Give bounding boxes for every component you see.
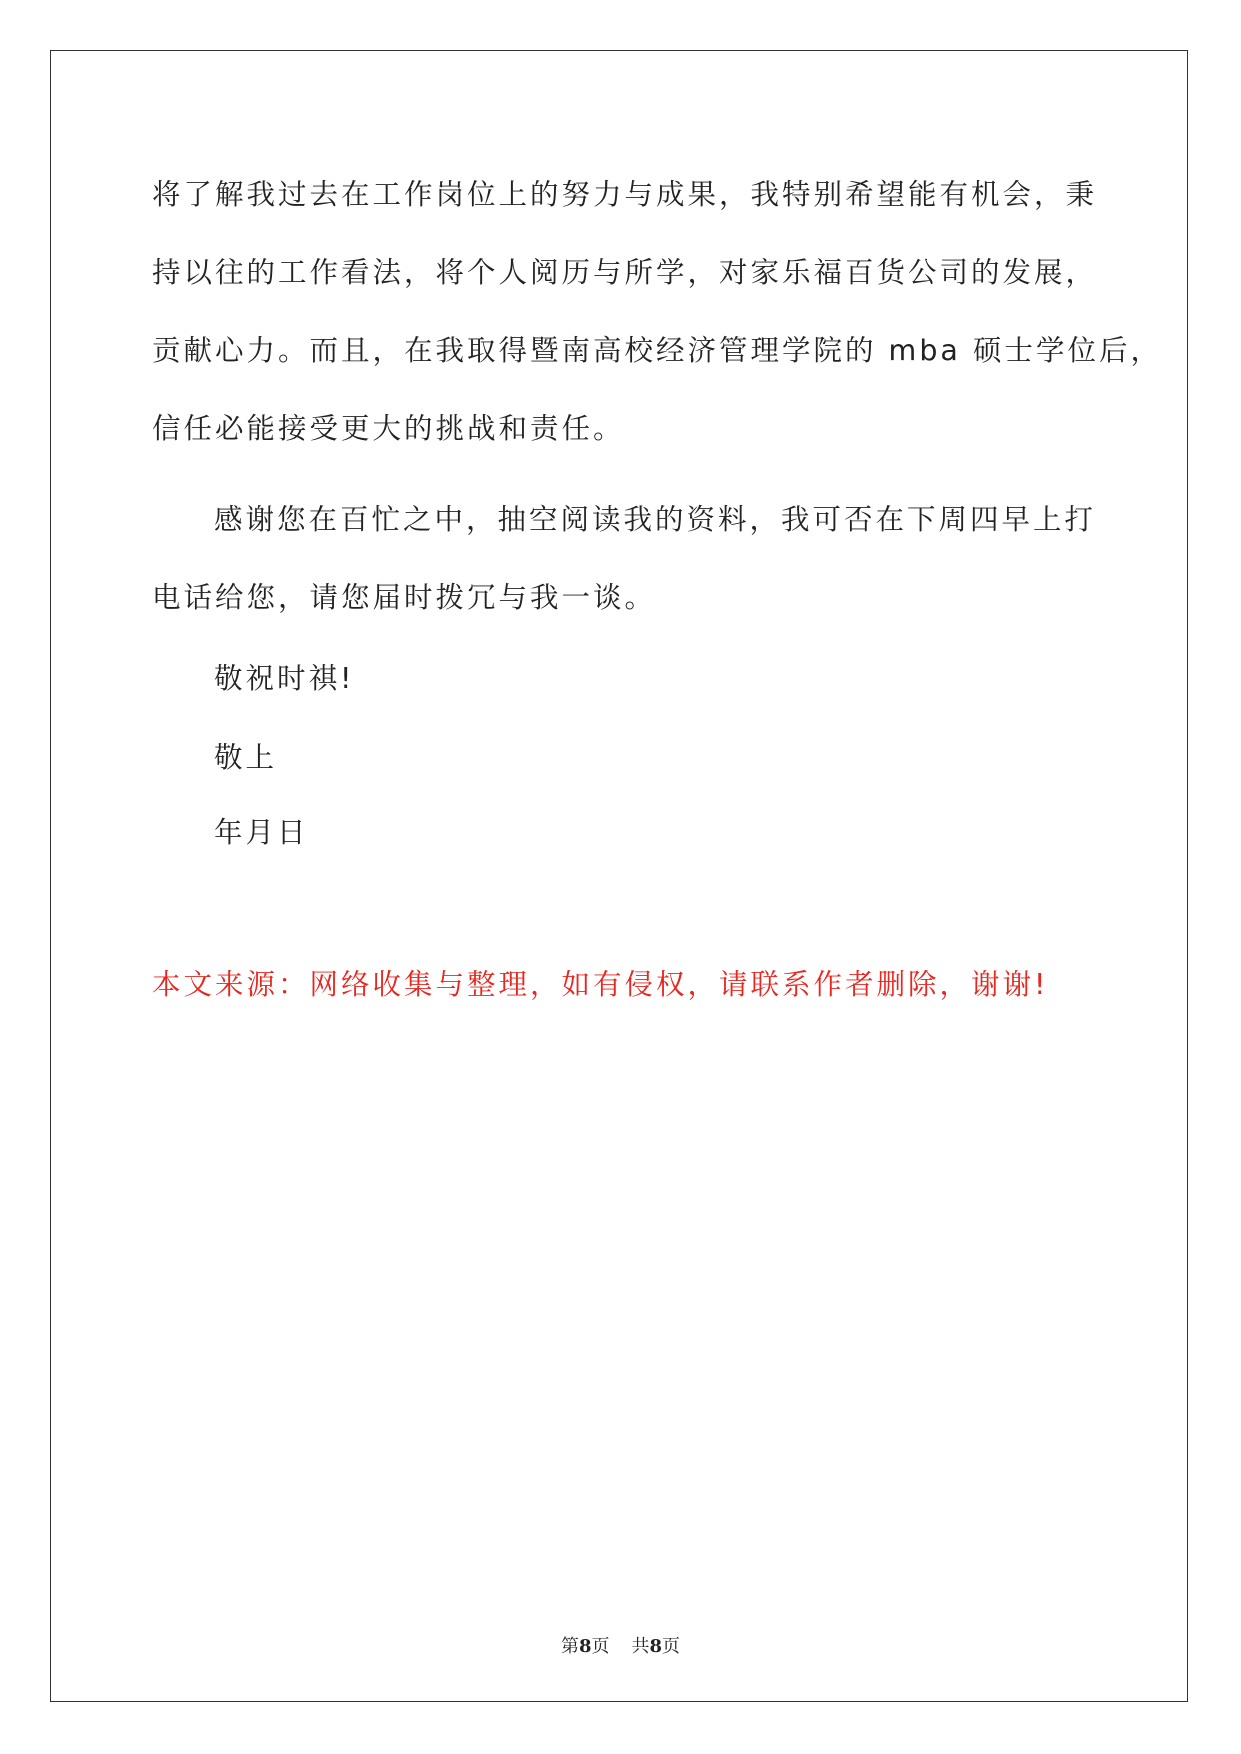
paragraph-1-line-3: 贡献心力。而且，在我取得暨南高校经济管理学院的 mba 硕士学位后，: [152, 334, 1162, 367]
source-notice: 本文来源：网络收集与整理，如有侵权，请联系作者删除，谢谢!: [152, 968, 1049, 1001]
page-prefix: 第: [560, 1636, 579, 1657]
closing-greeting: 敬祝时祺!: [214, 662, 355, 695]
paragraph-1-line-2: 持以往的工作看法，将个人阅历与所学，对家乐福百货公司的发展，: [152, 256, 1098, 289]
signature: 敬上: [214, 741, 278, 774]
paragraph-2-line-1: 感谢您在百忙之中，抽空阅读我的资料，我可否在下周四早上打: [214, 503, 1097, 536]
page-footer: [0, 1632, 1241, 1658]
paragraph-1-line-4: 信任必能接受更大的挑战和责任。: [152, 412, 625, 445]
total-prefix: 共: [631, 1636, 650, 1657]
total-page-number: 8: [649, 1636, 663, 1657]
total-suffix: 页: [662, 1636, 681, 1657]
date-line: 年月日: [214, 816, 309, 849]
paragraph-2-line-2: 电话给您，请您届时拨冗与我一谈。: [152, 581, 657, 614]
page-suffix: 页: [591, 1636, 610, 1657]
paragraph-1-line-1: 将了解我过去在工作岗位上的努力与成果，我特别希望能有机会，秉: [152, 178, 1098, 211]
current-page-number: 8: [578, 1636, 592, 1657]
page-border: [50, 50, 1188, 1702]
